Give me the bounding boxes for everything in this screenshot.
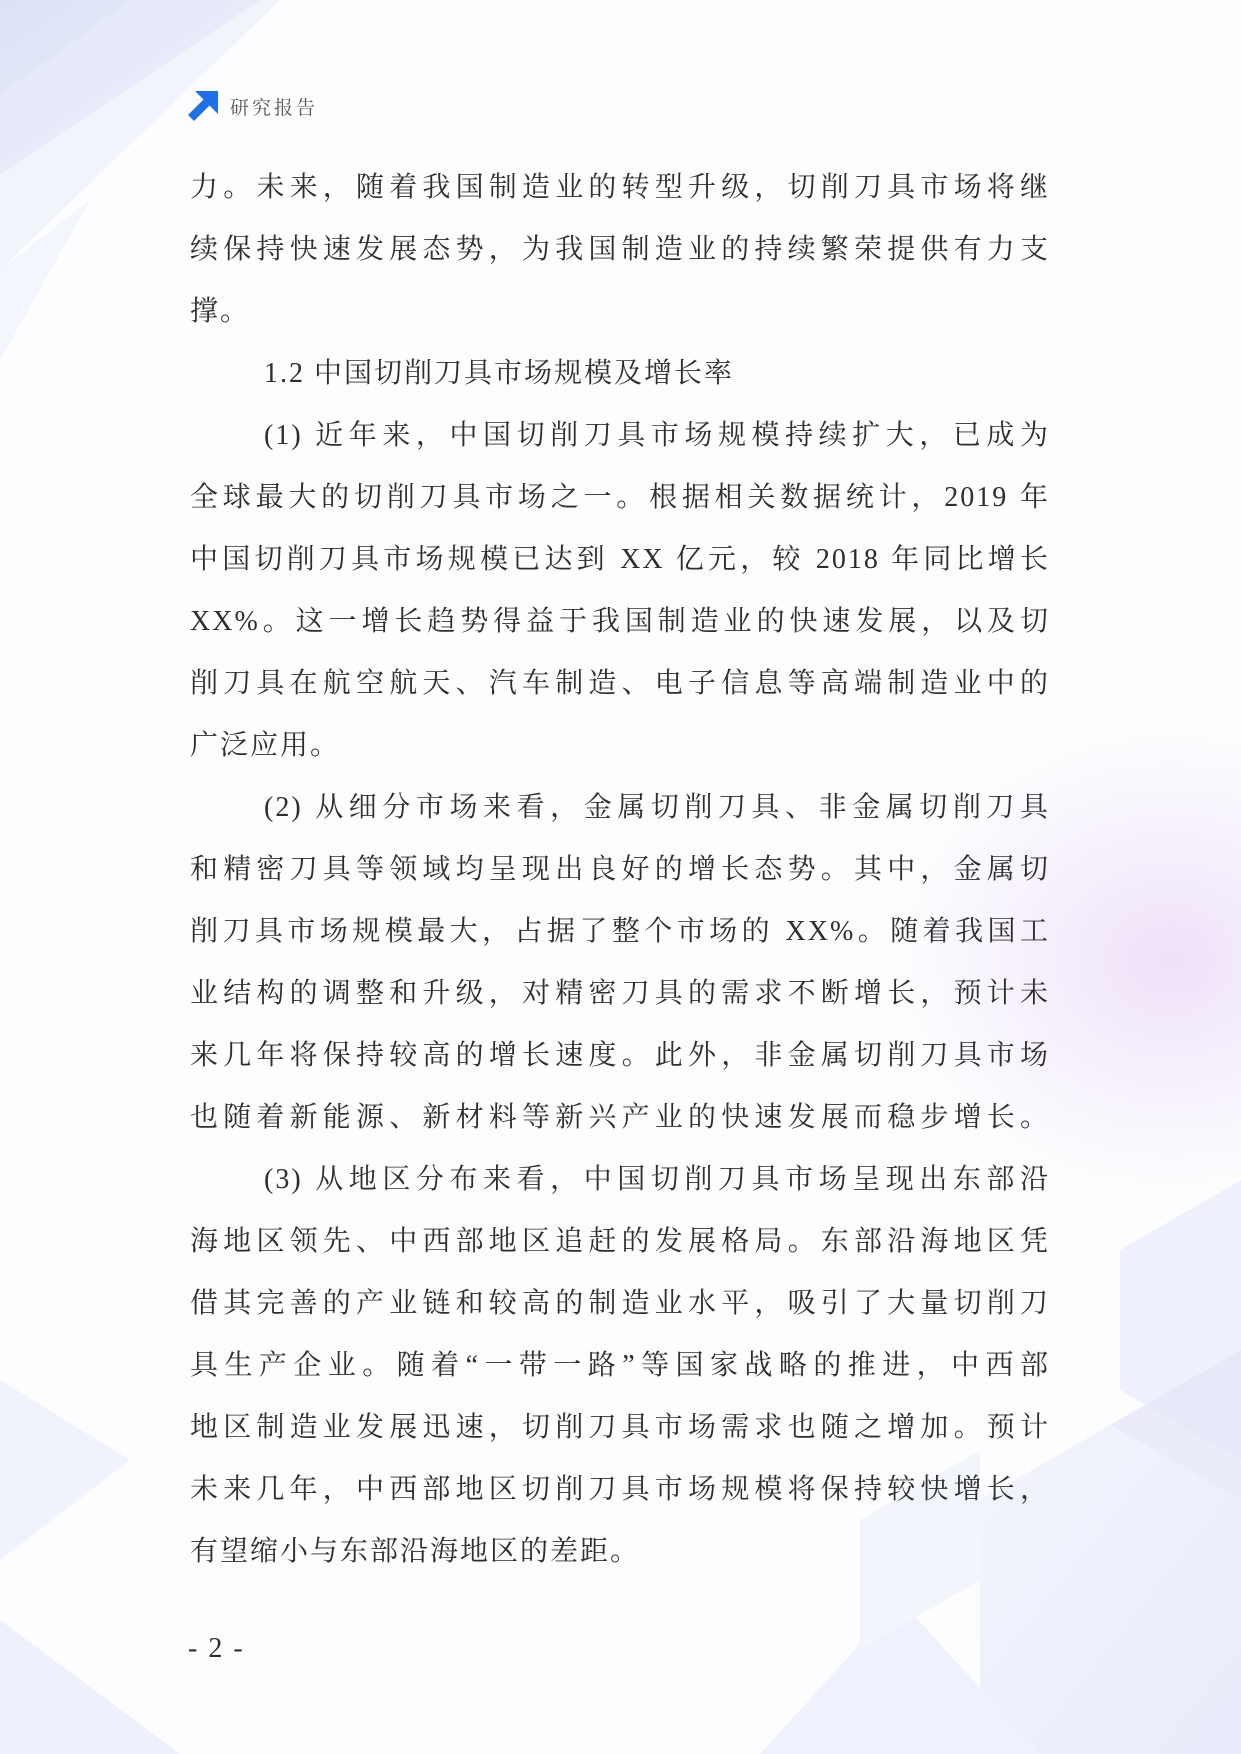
page-number: - 2 - xyxy=(188,1633,245,1664)
text-line: 续保持快速发展态势，为我国制造业的持续繁荣提供有力支 xyxy=(190,234,1050,265)
text-line: 削刀具在航空航天、汽车制造、电子信息等高端制造业中的 xyxy=(190,668,1050,699)
text-line: 广泛应用。 xyxy=(190,730,341,761)
paragraph-segment-market xyxy=(190,777,1050,1149)
text-line: 有望缩小与东部沿海地区的差距。 xyxy=(190,1536,641,1567)
section-heading: 1.2 中国切削刀具市场规模及增长率 xyxy=(264,358,735,389)
paragraph-regional-distribution xyxy=(190,1149,1050,1583)
text-line: (2) 从细分市场来看，金属切削刀具、非金属切削刀具 xyxy=(264,792,1050,823)
text-line: 借其完善的产业链和较高的制造业水平，吸引了大量切削刀 xyxy=(190,1288,1050,1319)
text-line: 未来几年，中西部地区切削刀具市场规模将保持较快增长， xyxy=(190,1474,1050,1505)
paragraph-market-scale xyxy=(190,405,1050,777)
text-line: 具生产企业。随着“一带一路”等国家战略的推进，中西部 xyxy=(190,1350,1050,1381)
text-line: 力。未来，随着我国制造业的转型升级，切削刀具市场将继 xyxy=(190,172,1050,203)
report-header xyxy=(186,88,318,124)
text-line: 中国切削刀具市场规模已达到 XX 亿元，较 2018 年同比增长 xyxy=(190,544,1050,575)
text-line: 也随着新能源、新材料等新兴产业的快速发展而稳步增长。 xyxy=(190,1102,1050,1133)
text-line: 和精密刀具等领域均呈现出良好的增长态势。其中，金属切 xyxy=(190,854,1050,885)
text-line: 全球最大的切削刀具市场之一。根据相关数据统计，2019 年 xyxy=(190,482,1050,513)
text-line: (1) 近年来，中国切削刀具市场规模持续扩大，已成为 xyxy=(264,420,1050,451)
arrow-up-right-icon xyxy=(186,89,220,123)
text-line: 削刀具市场规模最大，占据了整个市场的 XX%。随着我国工 xyxy=(190,916,1050,947)
text-line: (3) 从地区分布来看，中国切削刀具市场呈现出东部沿 xyxy=(264,1164,1050,1195)
text-line: 业结构的调整和升级，对精密刀具的需求不断增长，预计未 xyxy=(190,978,1050,1009)
text-line: 地区制造业发展迅速，切削刀具市场需求也随之增加。预计 xyxy=(190,1412,1050,1443)
continued-paragraph xyxy=(190,157,1050,343)
text-line: 撑。 xyxy=(190,296,251,327)
text-line: 海地区领先、中西部地区追赶的发展格局。东部沿海地区凭 xyxy=(190,1226,1050,1257)
report-label: 研究报告 xyxy=(230,96,319,119)
text-line: XX%。这一增长趋势得益于我国制造业的快速发展，以及切 xyxy=(190,606,1050,637)
text-line: 来几年将保持较高的增长速度。此外，非金属切削刀具市场 xyxy=(190,1040,1050,1071)
body-text xyxy=(190,157,1050,1583)
